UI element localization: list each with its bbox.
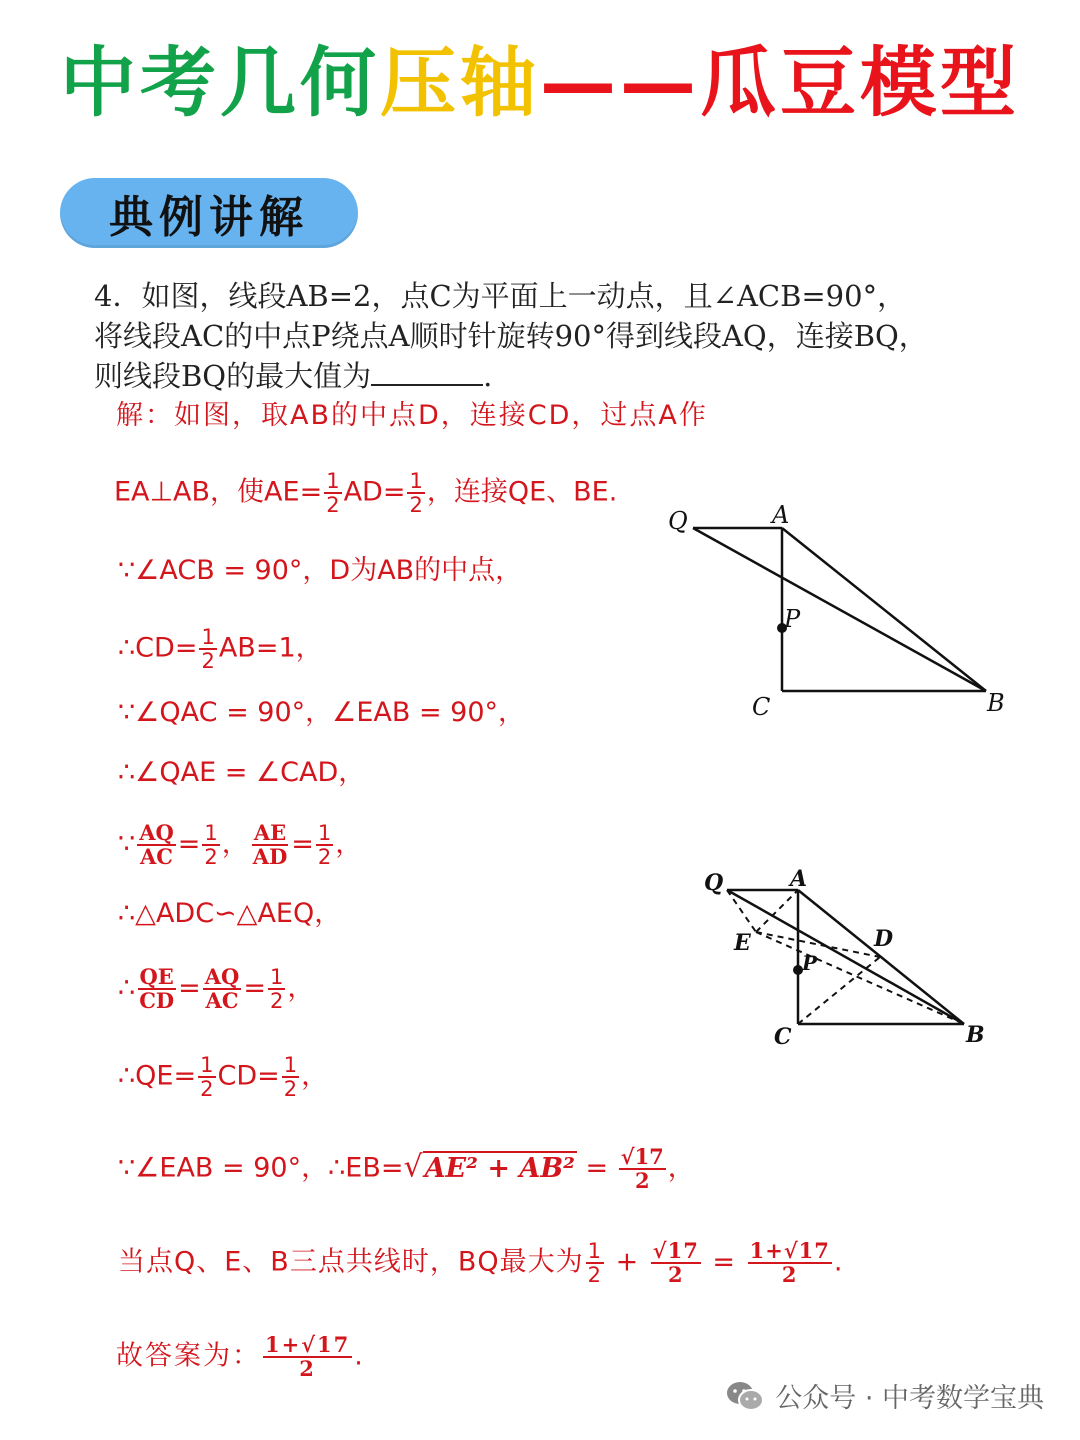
label-a: A	[790, 866, 808, 892]
solution-line-11: ∵∠EAB = 90°，∴EB=√AE² + AB² = $\frac{√17}{2}$ ，	[118, 1144, 695, 1193]
wechat-icon	[725, 1380, 765, 1412]
solution-line-12: 当点Q、E、B三点共线时，BQ最大为 $\frac{1}{2}$ + $\frac{√17}{2}$ = $\frac{1+√17}{2}$ .	[118, 1238, 844, 1287]
fraction-half: $\frac{1}{2}$	[326, 469, 340, 517]
fraction-qe-cd: $\frac{QE}{CD}$	[139, 964, 175, 1013]
solution-line-2: EA⊥AB，使AE= $\frac{1}{2}$ AD= $\frac{1}{2}$ ，连接QE、BE.	[114, 469, 618, 517]
label-a: A	[772, 501, 790, 529]
fraction-half: $\frac{1}{2}$	[409, 469, 423, 517]
label-c: C	[774, 1024, 792, 1050]
section-label: 典例讲解	[109, 192, 309, 243]
problem-line-2: 将线段AC的中点P绕点A顺时针旋转90°得到线段AQ，连接BQ，	[94, 319, 928, 353]
title-part-2: 压轴	[380, 38, 540, 127]
segment-qb	[727, 890, 964, 1024]
solution-line-4: ∴CD= $\frac{1}{2}$ AB=1，	[118, 625, 323, 673]
fraction-half: $\frac{1}{2}$	[269, 965, 284, 1013]
label-p: P	[784, 605, 801, 633]
fraction-answer: $\frac{1+√17}{2}$	[749, 1238, 830, 1287]
page-title	[0, 28, 1080, 138]
label-p: P	[802, 951, 818, 975]
fraction-ae-ad: $\frac{AE}{AD}$	[252, 820, 288, 869]
solution-line-1: 解：如图，取AB的中点D，连接CD，过点A作	[116, 400, 708, 431]
title-part-1: 中考几何	[60, 38, 380, 127]
solution-line-7: ∵ $\frac{AQ}{AC}$ = $\frac{1}{2}$ ， $\frac{AE}{AD}$ = $\frac{1}{2}$ ，	[118, 820, 363, 869]
solution-line-6: ∴∠QAE = ∠CAD，	[118, 757, 366, 788]
watermark	[725, 1376, 1044, 1415]
segment-ab	[782, 528, 986, 691]
solution-line-3: ∵∠ACB = 90°，D为AB的中点，	[118, 555, 523, 586]
label-e: E	[734, 930, 751, 956]
segment-eb	[756, 932, 964, 1024]
sqrt-radicand: AE² + AB²	[424, 1152, 575, 1184]
fraction-half: $\frac{1}{2}$	[283, 1053, 298, 1101]
fraction-final-answer: $\frac{1+√17}{2}$	[265, 1332, 351, 1381]
fraction-half: $\frac{1}{2}$	[317, 821, 332, 869]
label-d: D	[874, 926, 894, 952]
segment-qe	[727, 890, 756, 932]
label-b: B	[966, 1022, 985, 1048]
fraction-half: $\frac{1}{2}$	[201, 625, 215, 673]
solution-line-8: ∴△ADC∽△AEQ，	[118, 898, 342, 929]
fraction-sqrt17-over-2: $\frac{√17}{2}$	[620, 1144, 664, 1193]
fraction-sqrt17-over-2: $\frac{√17}{2}$	[652, 1238, 699, 1287]
label-b: B	[987, 689, 1005, 717]
fraction-half: $\frac{1}{2}$	[204, 821, 218, 869]
section-label-pill	[60, 178, 358, 248]
fraction-half: $\frac{1}{2}$	[200, 1053, 214, 1101]
watermark-text: 公众号 · 中考数学宝典	[775, 1383, 1044, 1414]
title-part-3: ——瓜豆模型	[540, 38, 1020, 127]
problem-line-1: 4．如图，线段AB=2，点C为平面上一动点，且∠ACB=90°，	[94, 279, 907, 313]
label-c: C	[752, 693, 771, 721]
segment-ed	[756, 932, 880, 957]
solution-line-5: ∵∠QAC = 90°，∠EAB = 90°，	[118, 697, 526, 728]
problem-line-3: 则线段BQ的最大值为 .	[94, 359, 493, 393]
fraction-aq-ac: $\frac{AQ}{AC}$	[204, 964, 240, 1013]
segment-qb	[693, 528, 986, 691]
solution-line-10: ∴QE= $\frac{1}{2}$ CD= $\frac{1}{2}$ ，	[118, 1053, 329, 1101]
fraction-aq-ac: $\frac{AQ}{AC}$	[139, 820, 174, 869]
problem-statement	[94, 276, 994, 396]
geometry-figure-2	[690, 860, 1000, 1060]
label-q: Q	[668, 507, 688, 535]
label-q: Q	[704, 870, 724, 896]
fraction-half: $\frac{1}{2}$	[587, 1239, 602, 1287]
segment-ab	[798, 890, 964, 1024]
solution-line-13: 故答案为： $\frac{1+√17}{2}$ .	[116, 1332, 365, 1381]
solution-line-9: ∴ $\frac{QE}{CD}$ = $\frac{AQ}{AC}$ = $\frac{1}{2}$ ，	[118, 964, 315, 1013]
geometry-figure-1	[660, 495, 1020, 725]
answer-blank	[371, 358, 483, 386]
